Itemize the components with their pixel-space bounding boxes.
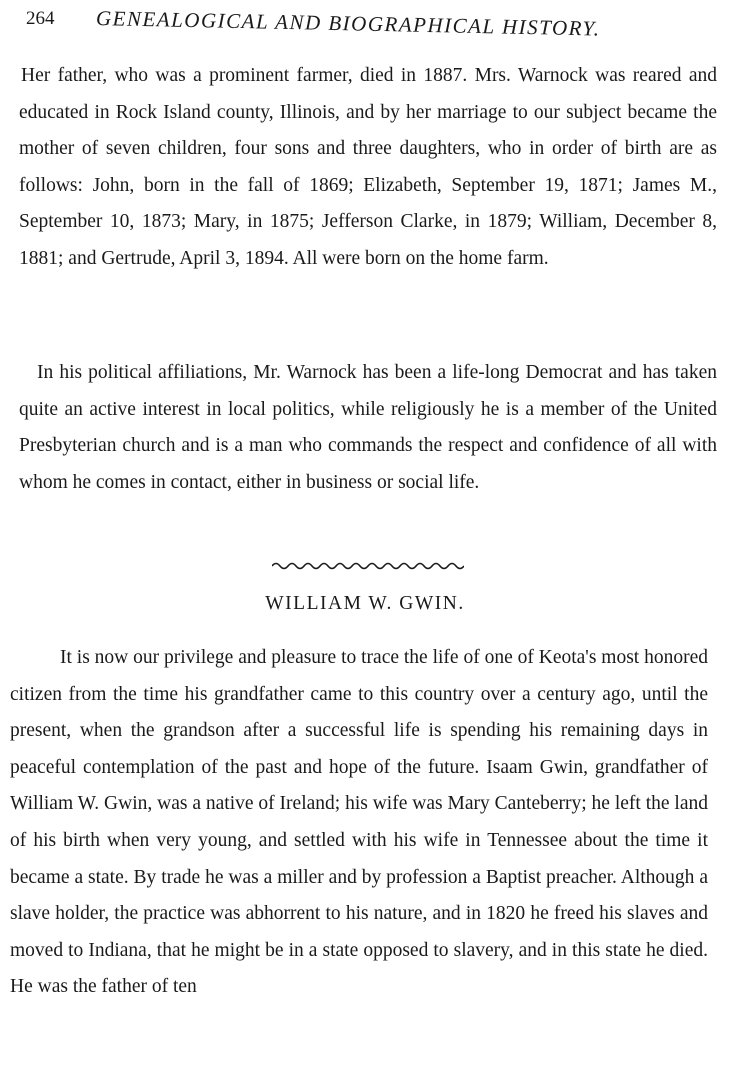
wavy-divider-ornament [272, 560, 464, 572]
paragraph-warnock-politics: In his political affiliations, Mr. Warnock has been a life-long Democrat and has taken quite an active interest in local politics, while religiously he is a member of the United Presbyterian church and is a man who commands the respect and confidence of all with whom he comes in contact, either in business or social life. [19, 362, 717, 493]
section-heading: WILLIAM W. GWIN. [265, 593, 465, 614]
running-title: GENEALOGICAL AND BIOGRAPHICAL HISTORY. [95, 6, 601, 41]
paragraph-gwin-biography: It is now our privilege and pleasure to trace the life of one of Keota's most honored citizen from the time his grandfather came to this country over a century ago, until the present, when the grandson after a successful life is spending his remaining days in peaceful contemplation of the past and hope of the future. Isaam Gwin, grandfather of William W. Gwin, was a native of Ireland; his wife was Mary Canteberry; he left the land of his birth when very young, and settled with his wife in Tennessee about the time it became a state. By trade he was a miller and by profession a Baptist preacher. Although a slave holder, the practice was abhorrent to his nature, and in 1820 he freed his slaves and moved to Indiana, that he might be in a state opposed to slavery, and in this state he died. He was the father of ten [10, 647, 708, 998]
page-number: 264 [26, 8, 55, 29]
paragraph-warnock-children: Her father, who was a prominent farmer, died in 1887. Mrs. Warnock was reared and educated in Rock Island county, Illinois, and by her marriage to our subject became the mother of seven children, four sons and three daughters, who in order of birth are as follows: John, born in the fall of 1869; Elizabeth, September 19, 1871; James M., September 10, 1873; Mary, in 1875; Jefferson Clarke, in 1879; William, December 8, 1881; and Gertrude, April 3, 1894. All were born on the home farm. [19, 65, 717, 269]
running-head [26, 4, 706, 40]
